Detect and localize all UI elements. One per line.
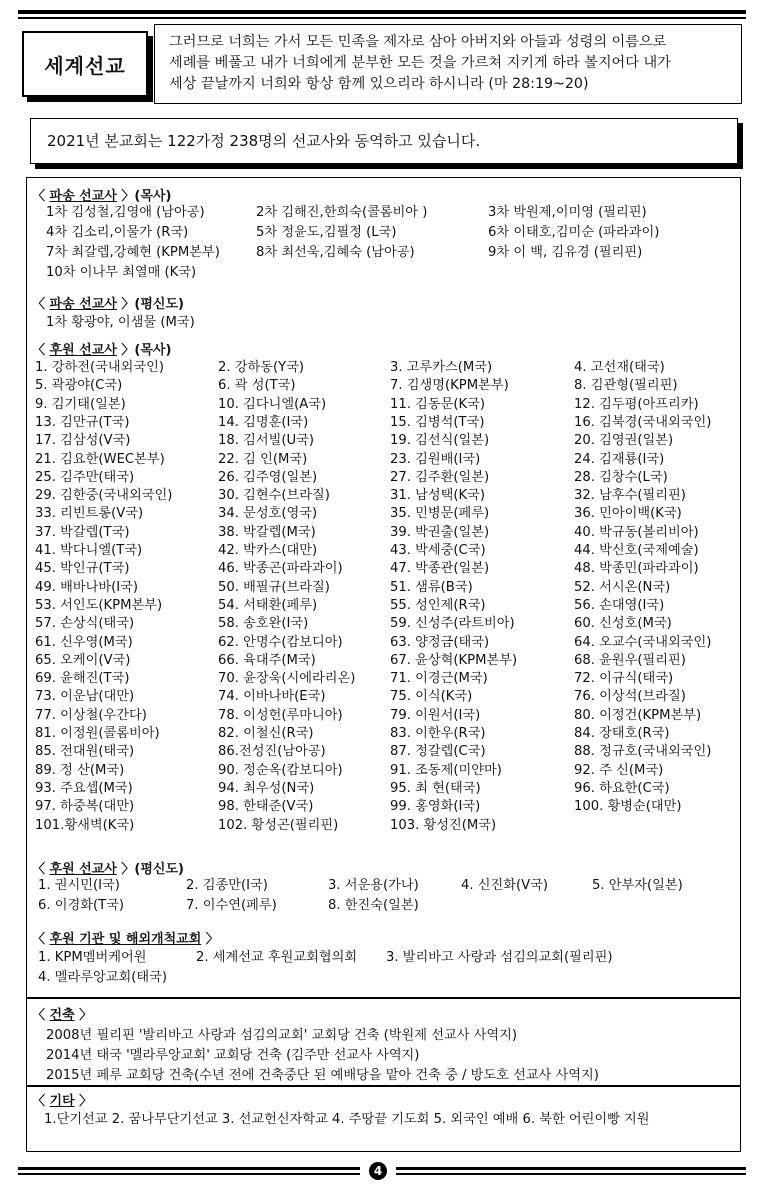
list-item: 17. 김삼성(V국) — [35, 433, 131, 449]
section-heading-bracket: 〈 — [32, 932, 50, 947]
section-heading-bracket: 〈 — [32, 862, 50, 877]
list-item: 7. 이수연(페루) — [186, 898, 277, 913]
list-item: 81. 이정원(콜롬비아) — [35, 726, 160, 741]
list-item: 85. 전대원(태국) — [35, 744, 135, 760]
list-item: 42. 박카스(대만) — [218, 543, 318, 558]
list-item: 63. 양정금(태국) — [390, 634, 490, 650]
list-item: 50. 배필규(브라질) — [218, 579, 330, 595]
bottom-rule — [396, 1167, 746, 1170]
list-item: 77. 이상철(우간다) — [35, 707, 147, 723]
list-item: 48. 박종민(파라과이) — [574, 561, 699, 577]
list-item: 15. 김병석(T국) — [390, 414, 485, 430]
page-number: 4 — [369, 1162, 387, 1180]
list-item: 35. 민병문(페루) — [390, 506, 490, 522]
list-item: 54. 서태환(페루) — [218, 597, 318, 613]
section-heading-title: 파송 선교사 — [49, 189, 117, 204]
list-item: 5. 안부자(일본) — [592, 878, 683, 893]
list-item: 44. 박신호(국제예술) — [574, 543, 699, 558]
list-item: 40. 박규동(볼리비아) — [574, 524, 699, 540]
section-heading-bracket: 〉 — [74, 1094, 93, 1109]
section-heading-title: 후원 기관 및 해외개척교회 — [49, 932, 202, 947]
list-item: 14. 김명훈(I국) — [218, 414, 309, 430]
list-item: 73. 이운남(대만) — [35, 689, 135, 705]
list-item: 2차 김해진,한희숙(콜롬비아 ) — [256, 205, 428, 220]
list-item: 38. 박갈렙(M국) — [218, 524, 316, 540]
section-heading-bracket: 〈 — [32, 1008, 50, 1023]
page-title: 세계선교 — [22, 31, 148, 97]
list-item: 33. 리빈트롱(V국) — [35, 506, 144, 522]
list-item: 24. 김재룡(I국) — [574, 451, 665, 467]
section-divider — [26, 997, 741, 999]
list-item: 8. 한진숙(일본) — [328, 898, 419, 913]
list-item: 57. 손상식(태국) — [35, 616, 135, 632]
list-item: 90. 정순옥(캄보디아) — [218, 762, 343, 778]
bottom-rule — [18, 1167, 360, 1170]
list-item: 10. 김다니엘(A국) — [218, 396, 327, 412]
list-item: 4. 멜라루앙교회(태국) — [38, 970, 167, 985]
list-item: 88. 정규호(국내외국인) — [574, 744, 712, 760]
list-item: 83. 이한우(R국) — [390, 726, 486, 741]
list-item: 76. 이상석(브라질) — [574, 689, 686, 705]
list-item: 10차 이나무 최열매 (K국) — [46, 265, 197, 280]
section-heading-title: 파송 선교사 — [49, 297, 117, 312]
list-item: 32. 남후수(필리핀) — [574, 488, 686, 504]
list-item: 4. 신진화(V국) — [461, 878, 549, 893]
verse-line: 그러므로 너희는 가서 모든 민족을 제자로 삼아 아버지와 아들과 성령의 이름으로 — [169, 34, 667, 50]
list-item: 2008년 필리핀 '발리바고 사랑과 섬김의교회' 교회당 건축 (박원제 선교사 사역지) — [46, 1028, 518, 1043]
list-item: 21. 김요한(WEC본부) — [35, 451, 165, 467]
list-item: 101.황새벽(K국) — [35, 817, 135, 833]
list-item: 74. 이바나바(E국) — [218, 689, 326, 705]
list-item: 86.전성진(남아공) — [218, 744, 326, 760]
list-item: 9. 김기태(일본) — [35, 396, 126, 412]
section-heading-title: 후원 선교사 — [49, 343, 117, 358]
list-item: 92. 주 신(M국) — [574, 762, 664, 778]
list-item: 97. 하중복(대만) — [35, 799, 135, 815]
section-heading-bracket: 〉(목사) — [116, 189, 172, 204]
section-heading-bracket: 〈 — [32, 297, 50, 312]
list-item: 2. 강하동(Y국) — [218, 360, 305, 375]
list-item: 49. 배바나바(I국) — [35, 579, 139, 595]
list-item: 58. 송호완(I국) — [218, 616, 309, 632]
section-heading-bracket: 〉 — [201, 932, 219, 947]
list-item: 75. 이식(K국) — [390, 689, 473, 705]
bottom-rule — [18, 1173, 360, 1175]
list-item: 4. 고선재(태국) — [574, 360, 665, 375]
list-item: 8차 최선욱,김혜숙 (남아공) — [256, 245, 415, 260]
list-item: 13. 김만규(T국) — [35, 414, 130, 430]
list-item: 47. 박종관(일본) — [390, 561, 490, 577]
list-item: 19. 김선식(일본) — [390, 433, 490, 449]
section-heading-bracket: 〈 — [32, 343, 50, 358]
section-heading-bracket: 〈 — [32, 1094, 50, 1109]
list-item: 93. 주요셉(M국) — [35, 780, 133, 796]
list-item: 91. 조동제(미얀마) — [390, 762, 502, 778]
list-item: 6차 이태호,김미순 (파라과이) — [488, 225, 660, 240]
list-item: 62. 안명수(캄보디아) — [218, 634, 343, 650]
list-item: 2015년 페루 교회당 건축(수년 전에 건축중단 된 예배당을 맡아 건축 중 / 방도호 선교사 사역지) — [46, 1068, 599, 1083]
list-item: 18. 김서빌(U국) — [218, 433, 315, 449]
list-item: 102. 황성곤(필리핀) — [218, 817, 339, 833]
list-item: 30. 김현수(브라질) — [218, 488, 330, 504]
list-item: 70. 윤장욱(시에라리온) — [218, 671, 356, 687]
section-heading-title: 건축 — [49, 1008, 75, 1023]
list-item: 95. 최 현(태국) — [390, 780, 481, 796]
list-item: 26. 김주영(일본) — [218, 469, 318, 485]
list-item: 3. 고루카스(M국) — [390, 360, 493, 375]
list-item: 94. 최우성(N국) — [218, 780, 315, 796]
list-item: 16. 김북경(국내외국인) — [574, 414, 712, 430]
list-item: 61. 신우영(M국) — [35, 634, 133, 650]
list-item: 1. 권시민(I국) — [38, 878, 120, 893]
section-heading — [32, 1004, 92, 1023]
list-item: 72. 이규식(태국) — [574, 671, 674, 687]
list-item: 56. 손대영(I국) — [574, 597, 665, 613]
list-item: 12. 김두평(아프리카) — [574, 396, 699, 412]
scripture-verse-box — [154, 24, 742, 104]
list-item: 37. 박갈렙(T국) — [35, 524, 130, 540]
list-item: 99. 홍영화(I국) — [390, 799, 481, 815]
list-item: 6. 곽 성(T국) — [218, 378, 296, 394]
list-item: 53. 서인도(KPM본부) — [35, 597, 163, 613]
list-item: 25. 김주만(태국) — [35, 469, 135, 485]
list-item: 52. 서시온(N국) — [574, 579, 671, 595]
section-heading-bracket: 〈 — [32, 189, 50, 204]
list-item: 51. 샘류(B국) — [390, 579, 473, 595]
section-heading-bracket: 〉 — [74, 1008, 93, 1023]
list-item: 5. 곽광야(C국) — [35, 378, 123, 394]
list-item: 20. 김영권(일본) — [574, 433, 674, 449]
list-item: 43. 박세중(C국) — [390, 543, 486, 558]
list-item: 89. 정 산(M국) — [35, 762, 125, 778]
list-item: 3. 서운용(가나) — [328, 878, 419, 893]
list-item: 69. 윤해진(T국) — [35, 671, 130, 687]
top-rule-thick — [18, 10, 746, 14]
list-item: 41. 박다니엘(T국) — [35, 543, 143, 558]
list-item: 55. 성인제(R국) — [390, 597, 486, 613]
list-item: 31. 남성택(K국) — [390, 488, 486, 504]
top-rule-thin — [18, 17, 746, 19]
list-item: 100. 황병순(대만) — [574, 799, 682, 815]
section-heading-bracket: 〉(목사) — [116, 343, 172, 358]
list-item: 82. 이철신(R국) — [218, 726, 314, 741]
section-heading — [32, 1090, 92, 1109]
list-item: 36. 민아이백(K국) — [574, 506, 682, 522]
list-item: 7차 최갈렙,강혜현 (KPM본부) — [46, 245, 220, 260]
list-item: 96. 하요한(C국) — [574, 780, 670, 796]
section-heading-bracket: 〉(평신도) — [116, 862, 184, 877]
list-item: 2. 김종만(I국) — [186, 878, 268, 893]
list-item: 4차 김소리,이물가 (R국) — [46, 225, 189, 240]
list-item: 64. 오교수(국내외국인) — [574, 634, 712, 650]
list-item: 1차 김성철,김영애 (남아공) — [46, 205, 205, 220]
list-item: 1. KPM멤버케어원 — [38, 950, 147, 965]
list-item: 59. 신성주(라트비아) — [390, 616, 515, 632]
list-item: 3차 박원제,이미영 (필리핀) — [488, 205, 647, 220]
list-item: 2014년 태국 '멜라루앙교회' 교회당 건축 (김주만 선교사 사역지) — [46, 1048, 420, 1063]
list-item: 80. 이정건(KPM본부) — [574, 707, 702, 723]
missionary-stats-box: 2021년 본교회는 122가정 238명의 선교사와 동역하고 있습니다. — [30, 118, 738, 164]
list-item: 39. 박권출(일본) — [390, 524, 490, 540]
list-item: 65. 오케이(V국) — [35, 652, 131, 668]
section-heading-bracket: 〉(평신도) — [116, 297, 184, 312]
list-item: 46. 박종곤(파라과이) — [218, 561, 343, 577]
list-item: 103. 황성진(M국) — [390, 817, 497, 833]
list-item: 2. 세계선교 후원교회협의회 — [196, 950, 358, 965]
list-item: 22. 김 인(M국) — [218, 451, 308, 467]
list-item: 3. 발리바고 사랑과 섬김의교회(필리핀) — [386, 950, 613, 965]
list-item: 5차 정윤도,김필정 (L국) — [256, 225, 397, 240]
list-item: 67. 윤상혁(KPM본부) — [390, 652, 518, 668]
list-item: 79. 이원서(I국) — [390, 707, 481, 723]
list-item: 1차 황광야, 이샘물 (M국) — [46, 315, 195, 330]
list-item: 1.단기선교 2. 꿈나무단기선교 3. 선교헌신자학교 4. 주땅끝 기도회 5. 외국인 예배 6. 북한 어린이빵 지원 — [44, 1112, 650, 1127]
verse-line: 세례를 베풀고 내가 너희에게 분부한 모든 것을 가르쳐 지키게 하라 볼지어다 내가 — [169, 55, 671, 71]
list-item: 34. 문성호(영국) — [218, 506, 318, 522]
list-item: 60. 신성호(M국) — [574, 616, 672, 632]
list-item: 45. 박인규(T국) — [35, 561, 130, 577]
section-heading-title: 후원 선교사 — [49, 862, 117, 877]
list-item: 7. 김생명(KPM본부) — [390, 378, 509, 394]
list-item: 66. 육대주(M국) — [218, 652, 316, 668]
list-item: 8. 김관형(필리핀) — [574, 378, 678, 394]
list-item: 98. 한태준(V국) — [218, 799, 314, 815]
list-item: 29. 김한중(국내외국인) — [35, 488, 173, 504]
section-divider — [26, 1085, 741, 1087]
list-item: 87. 정갈렙(C국) — [390, 744, 486, 760]
section-heading — [32, 928, 219, 947]
list-item: 27. 김주환(일본) — [390, 469, 490, 485]
list-item: 71. 이경근(M국) — [390, 671, 488, 687]
list-item: 23. 김원배(I국) — [390, 451, 481, 467]
list-item: 6. 이경화(T국) — [38, 898, 125, 913]
list-item: 78. 이성헌(루마니아) — [218, 707, 343, 723]
section-heading-title: 기타 — [49, 1094, 75, 1109]
list-item: 84. 장태호(R국) — [574, 726, 670, 741]
section-heading — [32, 293, 184, 312]
verse-line: 세상 끝날까지 너희와 항상 함께 있으리라 하시니라 (마 28:19~20) — [169, 76, 589, 92]
list-item: 9차 이 백, 김유경 (필리핀) — [488, 245, 643, 260]
list-item: 1. 강하전(국내외국인) — [35, 360, 164, 375]
bottom-rule — [396, 1173, 746, 1175]
list-item: 28. 김창수(L국) — [574, 469, 668, 485]
list-item: 11. 김동문(K국) — [390, 396, 486, 412]
list-item: 68. 윤원우(필리핀) — [574, 652, 686, 668]
